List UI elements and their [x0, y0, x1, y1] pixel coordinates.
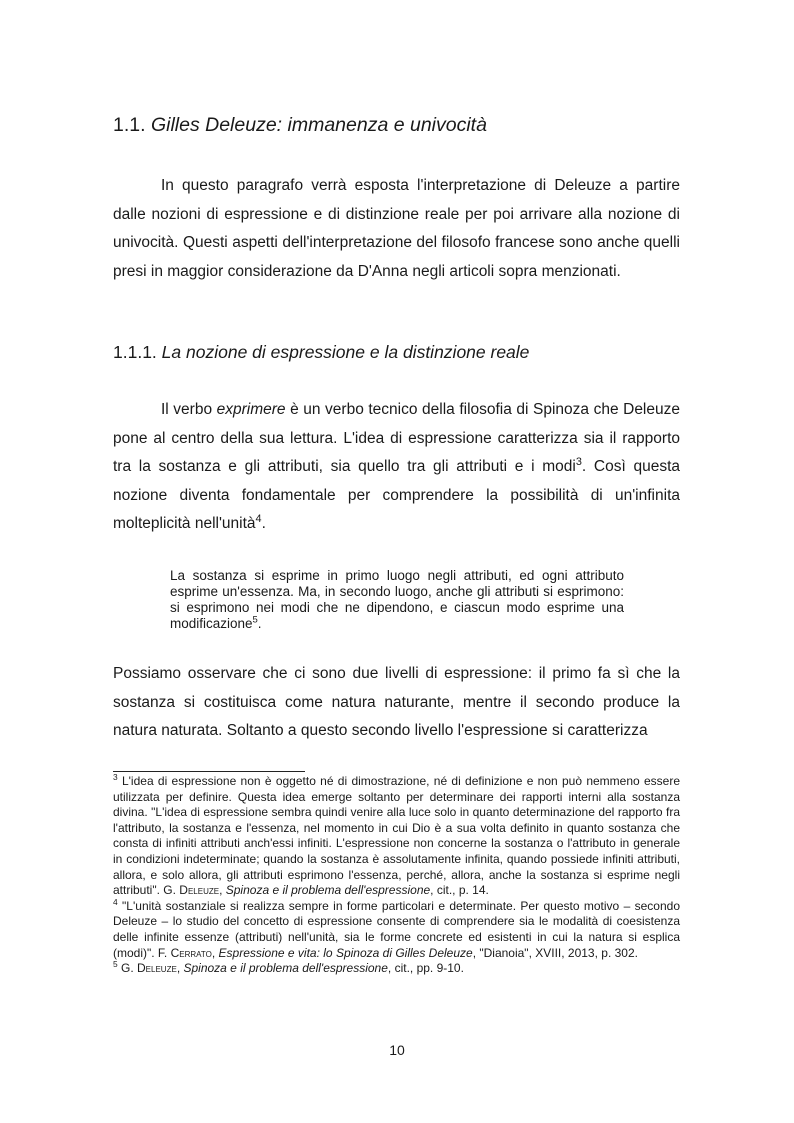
- footnote-tail: , "Dianoia", XVIII, 2013, p. 302.: [472, 945, 638, 960]
- footnote-tail: , cit., pp. 9-10.: [387, 961, 464, 976]
- footnote-work: Spinoza e il problema dell'espressione: [183, 961, 388, 976]
- footnote-ref-3[interactable]: 3: [575, 455, 582, 468]
- footnote-number: 3: [113, 772, 118, 782]
- footnote-text: G.: [117, 961, 138, 976]
- text-run: Il verbo: [161, 401, 217, 418]
- footnote-tail: , cit., p. 14.: [430, 883, 489, 898]
- footnote-ref-5[interactable]: 5: [252, 614, 258, 626]
- section-title: Gilles Deleuze: immanenza e univocità: [150, 114, 487, 136]
- footnote-author: Deleuze: [137, 961, 177, 976]
- section-heading: [113, 114, 487, 137]
- footnote-text: "L'unità sostanziale si realizza sempre in forme particolari e determinate. Per questo motivo – secondo Deleuze – lo studio del concetto di espressione consente di comprendere sia le modalità di coesistenza delle infinite essenze (attributi) nell'unità, sia le forme concrete ed esistenti in cui la natura si esplica (modi)". F.: [113, 898, 680, 960]
- italic-term: exprimere: [216, 401, 286, 418]
- footnotes: [113, 774, 680, 977]
- text-run: . Così questa nozione diventa fondamentale per comprendere la possibilità di un'infinita molteplicità nell'unità: [113, 458, 680, 532]
- footnote-ref-4[interactable]: 4: [255, 512, 262, 525]
- footnote-5: [113, 961, 680, 977]
- footnote-work: Spinoza e il problema dell'espressione: [225, 883, 431, 898]
- text-run: è un verbo tecnico della filosofia di Spinoza che Deleuze pone al centro della sua lettura. L'idea di espressione caratterizza sia il rapporto tra la sostanza e gli attributi, sia quello tra gli attributi e i modi: [113, 401, 680, 475]
- footnote-sep: ,: [211, 945, 219, 960]
- page-number: 10: [389, 1042, 405, 1058]
- intro-paragraph: In questo paragrafo verrà esposta l'interpretazione di Deleuze a partire dalle nozioni di espressione e di distinzione reale per poi arrivare alla nozione di univocità. Questi aspetti dell'interpretazione del filosofo francese sono anche quelli presi in maggior considerazione da D'Anna negli articoli sopra menzionati.: [113, 177, 680, 280]
- text-run: .: [261, 515, 266, 532]
- footnote-4: [113, 896, 680, 961]
- footnote-sep: ,: [176, 961, 184, 976]
- body-paragraph-expression: [113, 396, 680, 539]
- footnote-sep: ,: [219, 883, 226, 898]
- quote-end: .: [257, 616, 262, 631]
- quote-text: La sostanza si esprime in primo luogo negli attributi, ed ogni attributo esprime un'essenza. Ma, in secondo luogo, anche gli attributi si esprimono: si esprimono nei modi che ne dipendono, e ciascun modo esprime una modificazione: [170, 568, 624, 631]
- footnote-text: L'idea di espressione non è oggetto né di dimostrazione, né di definizione e non può nemmeno essere utilizzata per definire. Questa idea emerge soltanto per determinare dei rapporti interni alla sostanza divina. "L'idea di espressione sembra quindi venire alla luce solo in quanto determinazione del rapporto fra l'attributo, la sostanza e l'essenza, nel momento in cui Dio è a sua volta definito in quanto sostanza che consta di infiniti attributi anch'essi infiniti. L'espressione non concerne la sostanza o l'attributo in generale in condizioni indeterminate; quando la sostanza è assolutamente infinita, quando possiede infiniti attributi, allora, e solo allora, gli attributi esprimono l'essenza, perché, allora, anche la sostanza si esprime negli attributi". G.: [113, 774, 680, 898]
- subsection-number: 1.1.1.: [113, 342, 157, 362]
- footnote-separator: [113, 771, 305, 772]
- footnote-number: 5: [113, 959, 118, 970]
- footnote-work: Espressione e vita: lo Spinoza di Gilles Deleuze: [218, 945, 473, 960]
- block-quote: [170, 568, 624, 632]
- footnote-3: [113, 774, 680, 899]
- subsection-heading: [113, 342, 529, 363]
- section-number: 1.1.: [113, 114, 146, 136]
- footnote-number: 4: [113, 896, 118, 907]
- subsection-title: La nozione di espressione e la distinzione reale: [161, 342, 530, 362]
- body-paragraph-levels: Possiamo osservare che ci sono due livelli di espressione: il primo fa sì che la sostanza si costituisca come natura naturante, mentre il secondo produce la natura naturata. Soltanto a questo secondo livello l'espressione si caratterizza: [113, 665, 680, 739]
- footnote-author: Deleuze: [179, 883, 220, 898]
- footnote-author: Cerrato: [170, 945, 212, 960]
